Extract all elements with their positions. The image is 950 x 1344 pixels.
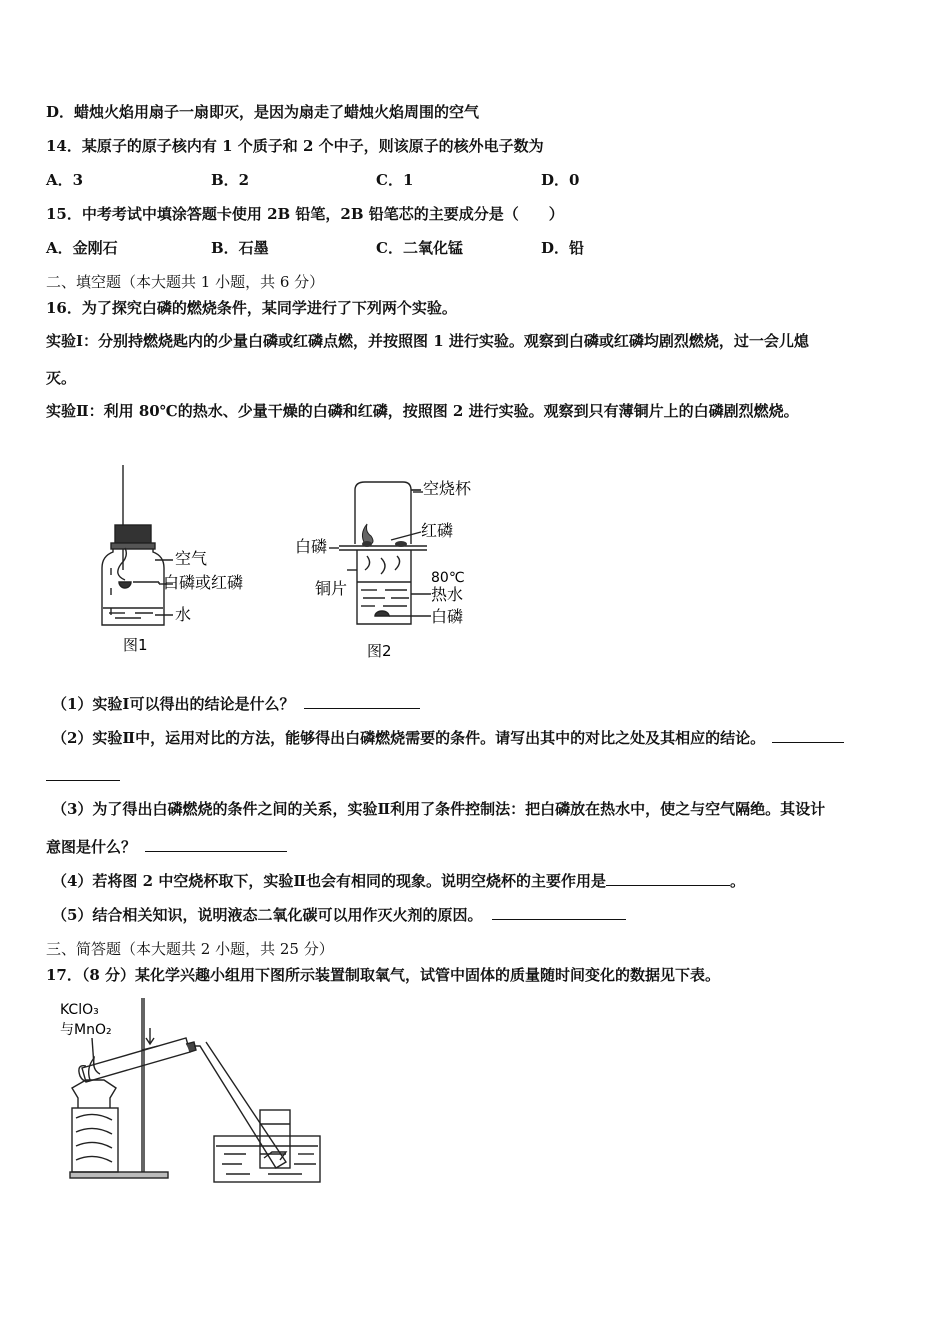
q16-sub5 xyxy=(52,905,626,925)
fig1-label-water: 水 xyxy=(175,605,192,624)
q16-sub1 xyxy=(52,694,420,714)
q16-exp2: 实验Ⅱ：利用 80℃的热水、少量干燥的白磷和红磷，按照图 2 进行实验。观察到只有薄铜片上的白磷剧烈燃烧。 xyxy=(46,402,799,420)
figure-1-diagram xyxy=(95,460,265,660)
q16-sub2-blank-continued[interactable] xyxy=(46,766,120,781)
fig1-label-phosphorus: 白磷或红磷 xyxy=(163,573,244,592)
q16-sub3-line1: （3）为了得出白磷燃烧的条件之间的关系，实验Ⅱ利用了条件控制法：把白磷放在热水中，使之与空气隔绝。其设计 xyxy=(52,800,826,818)
q16-sub4-end: 。 xyxy=(729,872,745,890)
apparatus-label-mno2: 与MnO₂ xyxy=(60,1022,112,1038)
fig1-label-air: 空气 xyxy=(175,549,208,568)
q16-sub5-blank[interactable] xyxy=(492,905,626,920)
q16-sub2 xyxy=(52,728,844,748)
q14-option-b: B．2 xyxy=(211,171,250,189)
q16-stem: 16．为了探究白磷的燃烧条件，某同学进行了下列两个实验。 xyxy=(46,299,457,317)
q17-stem: 17．（8 分）某化学兴趣小组用下图所示装置制取氧气，试管中固体的质量随时间变化的数据见下表。 xyxy=(46,966,721,984)
fig2-label-copper: 铜片 xyxy=(315,579,348,598)
q16-sub4-blank[interactable] xyxy=(606,871,730,886)
q16-sub3-line2 xyxy=(46,837,287,857)
q16-sub3-blank[interactable] xyxy=(145,837,287,852)
section2-title: 二、填空题（本大题共 1 小题，共 6 分） xyxy=(46,273,325,291)
q15-option-d: D．铅 xyxy=(541,239,585,257)
q13-option-d: D．蜡烛火焰用扇子一扇即灭，是因为扇走了蜡烛火焰周围的空气 xyxy=(46,103,480,121)
fig2-label-red-p: 红磷 xyxy=(421,521,454,540)
q16-sub4 xyxy=(52,871,745,891)
q15-option-a: A．金刚石 xyxy=(46,239,118,257)
q15-option-b: B．石墨 xyxy=(211,239,269,257)
fig2-caption: 图2 xyxy=(367,642,392,660)
fig2-label-hot-water: 热水 xyxy=(431,585,464,604)
apparatus-label-kclo3: KClO₃ xyxy=(60,1002,99,1018)
q16-sub2-blank[interactable] xyxy=(772,728,844,743)
fig2-label-white-p-bottom: 白磷 xyxy=(431,607,464,626)
q14-option-d: D．0 xyxy=(541,171,580,189)
q16-sub5-text: （5）结合相关知识，说明液态二氧化碳可以用作灭火剂的原因。 xyxy=(52,906,483,924)
fig2-label-white-p-left: 白磷 xyxy=(295,537,328,556)
q16-sub3-line2-text: 意图是什么？ xyxy=(46,838,137,856)
q15-stem: 15．中考考试中填涂答题卡使用 2B 铅笔，2B 铅笔芯的主要成分是（ ） xyxy=(46,205,564,223)
section3-title: 三、简答题（本大题共 2 小题，共 25 分） xyxy=(46,940,334,958)
figure-2-diagram xyxy=(295,470,495,666)
fig1-caption: 图1 xyxy=(123,636,148,654)
fig2-label-beaker: 空烧杯 xyxy=(423,479,472,498)
q14-stem: 14．某原子的原子核内有 1 个质子和 2 个中子，则该原子的核外电子数为 xyxy=(46,137,544,155)
q16-sub4-text: （4）若将图 2 中空烧杯取下，实验Ⅱ也会有相同的现象。说明空烧杯的主要作用是 xyxy=(52,872,606,890)
q14-option-c: C．1 xyxy=(376,171,414,189)
q15-option-c: C．二氧化锰 xyxy=(376,239,463,257)
q16-sub2-text: （2）实验Ⅱ中，运用对比的方法，能够得出白磷燃烧需要的条件。请写出其中的对比之处及其相应的结论。 xyxy=(52,729,766,747)
oxygen-apparatus-diagram xyxy=(46,998,336,1188)
q14-option-a: A．3 xyxy=(46,171,84,189)
fig2-label-temp: 80℃ xyxy=(431,570,465,586)
q16-exp1-line1: 实验Ⅰ：分别持燃烧匙内的少量白磷或红磷点燃，并按照图 1 进行实验。观察到白磷或红磷均剧烈燃烧，过一会儿熄 xyxy=(46,332,809,350)
q16-sub1-text: （1）实验Ⅰ可以得出的结论是什么？ xyxy=(52,695,295,713)
q16-sub1-blank[interactable] xyxy=(304,694,420,709)
q16-exp1-line2: 灭。 xyxy=(46,369,77,387)
